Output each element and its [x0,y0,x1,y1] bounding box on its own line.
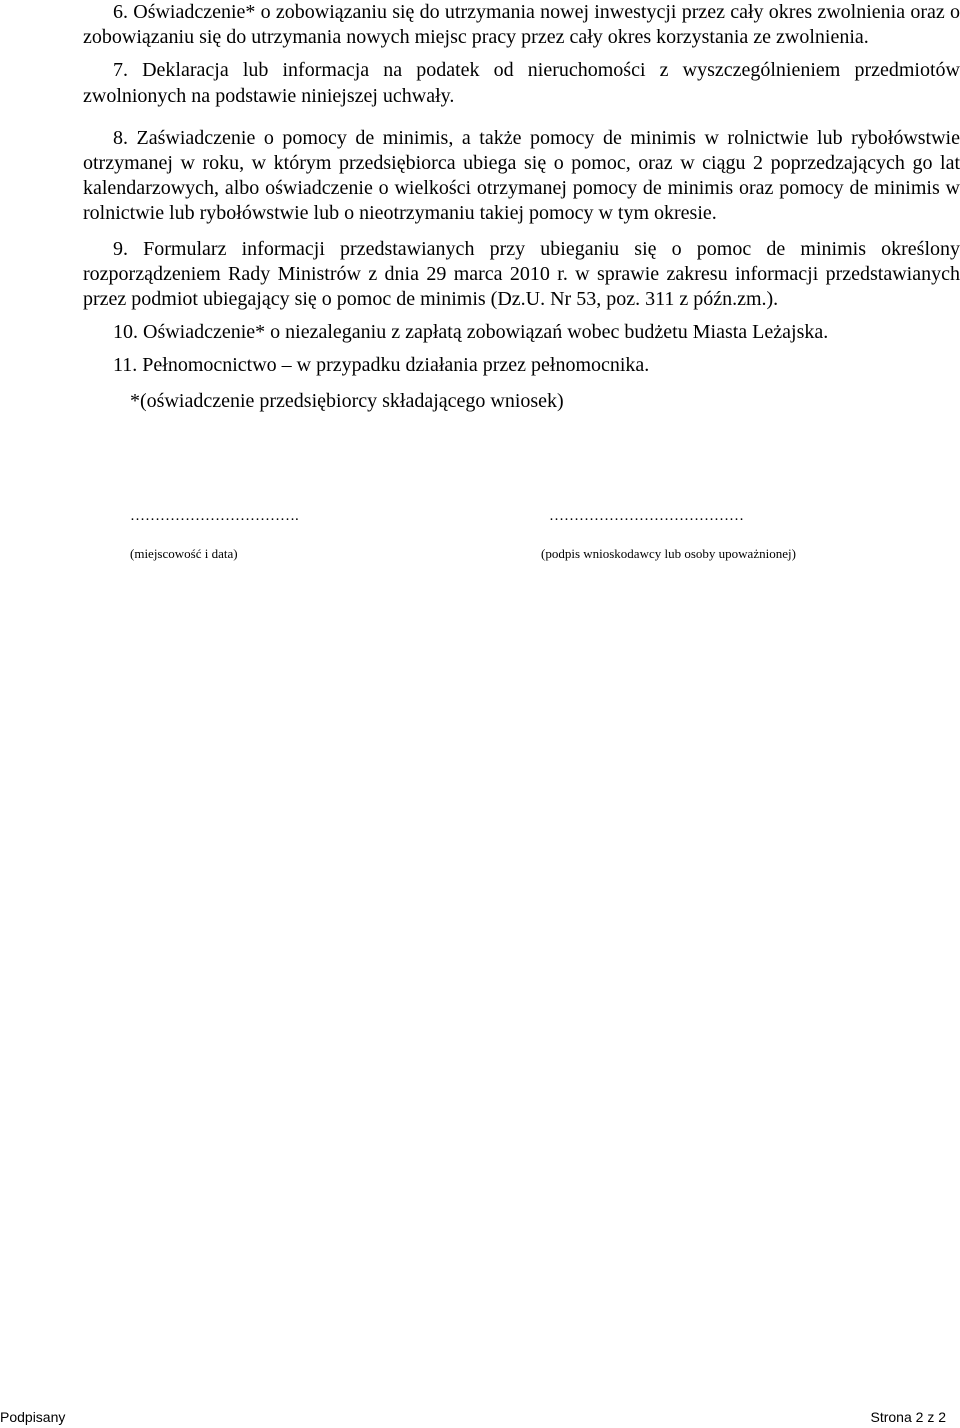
list-item-9: 9. Formularz informacji przedstawianych przy ubieganiu się o pomoc de minimis określony rozporządzeniem Rady Ministrów z dnia 29 marca 2010 r. w sprawie zakresu informacji przedstawianych przez podmiot ubiegający się o pomoc de minimis (Dz.U. Nr 53, poz. 311 z późn.zm.). [83,237,960,311]
list-item-7: 7. Deklaracja lub informacja na podatek od nieruchomości z wyszczególnieniem przedmiotów zwolnionych na podstawie niniejszej uchwały. [83,59,960,107]
footnote-applicant-declaration: *(oświadczenie przedsiębiorcy składającego wniosek) [130,389,564,412]
list-item-11: 11. Pełnomocnictwo – w przypadku działania przez pełnomocnika. [113,354,650,377]
place-date-caption: (miejscowość i data) [130,546,238,561]
applicant-signature-caption: (podpis wnioskodawcy lub osoby upoważnionej) [541,546,796,561]
place-date-signature-line: ……………………………. [130,508,299,524]
applicant-signature-line: ………………………………… [549,508,744,524]
attachments-list [83,0,960,414]
list-item-10: 10. Oświadczenie* o niezaleganiu z zapłatą zobowiązań wobec budżetu Miasta Leżajska. [113,321,829,344]
footer-page-number: Strona 2 z 2 [870,1409,946,1425]
list-item-8: 8. Zaświadczenie o pomocy de minimis, a także pomocy de minimis w rolnictwie lub rybołówstwie otrzymanej w roku, w którym przedsiębiorca ubiega się o pomoc, oraz w ciągu 2 poprzedzających go lat kalendarzowych, albo oświadczenie o wielkości otrzymanej pomocy de minimis oraz pomocy de minimis w rolnictwie lub rybołówstwie lub o nieotrzymaniu takiej pomocy w tym okresie. [83,126,960,225]
footer-signed-label: Podpisany [0,1409,66,1425]
list-item-6: 6. Oświadczenie* o zobowiązaniu się do utrzymania nowej inwestycji przez cały okres zwolnienia oraz o zobowiązaniu się do utrzymania nowych miejsc pracy przez cały okres korzystania ze zwolnienia. [83,1,960,49]
